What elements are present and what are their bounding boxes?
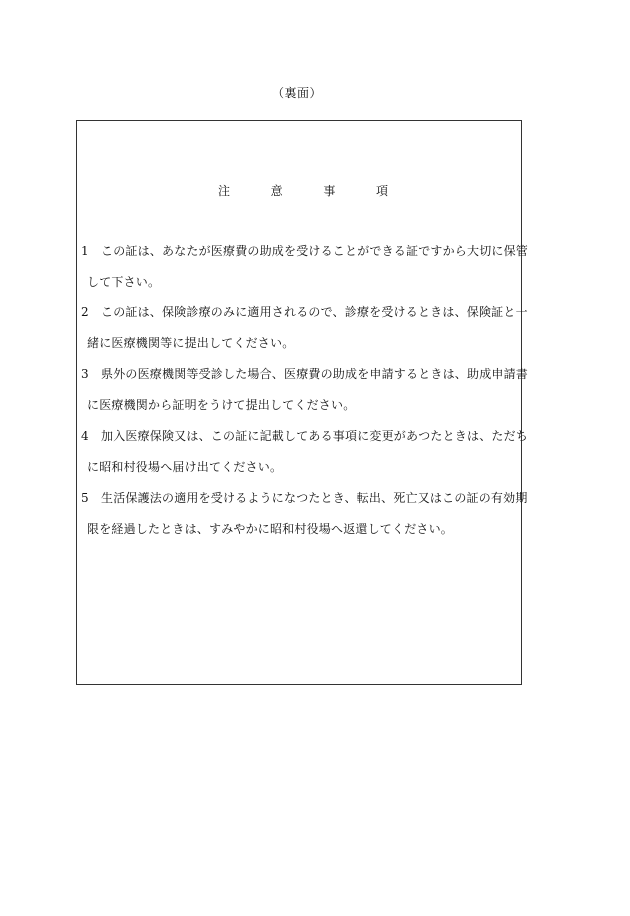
- notice-item-line: [81, 359, 529, 390]
- notice-item-text: 加入医療保険又は、この証に記載してある事項に変更があつたときは、ただち: [101, 429, 529, 443]
- notice-item-1: [81, 236, 529, 298]
- notice-item-text-cont: に昭和村役場へ届け出てください。: [87, 460, 283, 474]
- notice-title: [218, 182, 388, 199]
- notice-item-text: この証は、保険診療のみに適用されるので、診療を受けるときは、保険証と一: [101, 305, 528, 319]
- notice-item-line: [81, 297, 528, 328]
- notice-item-number: 1: [81, 244, 89, 258]
- notice-item-line: [81, 236, 529, 267]
- notice-item-4: [81, 421, 529, 483]
- notice-item-line: [81, 483, 528, 514]
- notice-item-3: [81, 359, 529, 421]
- notice-item-number: 3: [81, 367, 89, 381]
- notice-item-text: 生活保護法の適用を受けるようになつたとき、転出、死亡又はこの証の有効期: [101, 491, 528, 505]
- notice-item-number: 5: [81, 491, 89, 505]
- notice-item-text: 県外の医療機関等受診した場合、医療費の助成を申請するときは、助成申請書: [101, 367, 529, 381]
- page-heading: （裏面）: [271, 86, 322, 100]
- notice-item-text-cont: に医療機関から証明をうけて提出してください。: [87, 398, 356, 412]
- notice-item-number: 2: [81, 305, 89, 319]
- notice-item-text-cont: して下さい。: [87, 275, 161, 289]
- notice-title-char: 事: [323, 184, 336, 198]
- notice-title-char: 意: [270, 184, 283, 198]
- notice-item-text: この証は、あなたが医療費の助成を受けることができる証ですから大切に保管: [101, 244, 529, 258]
- notice-item-text-cont: 限を経過したときは、すみやかに昭和村役場へ返還してください。: [87, 522, 454, 536]
- notice-item-2: [81, 297, 528, 359]
- notice-item-number: 4: [81, 429, 89, 443]
- notice-item-line: [81, 421, 529, 452]
- notice-item-text-cont: 緒に医療機関等に提出してください。: [87, 336, 295, 350]
- notice-title-char: 項: [375, 184, 388, 198]
- notice-item-5: [81, 483, 528, 545]
- notice-title-char: 注: [218, 184, 231, 198]
